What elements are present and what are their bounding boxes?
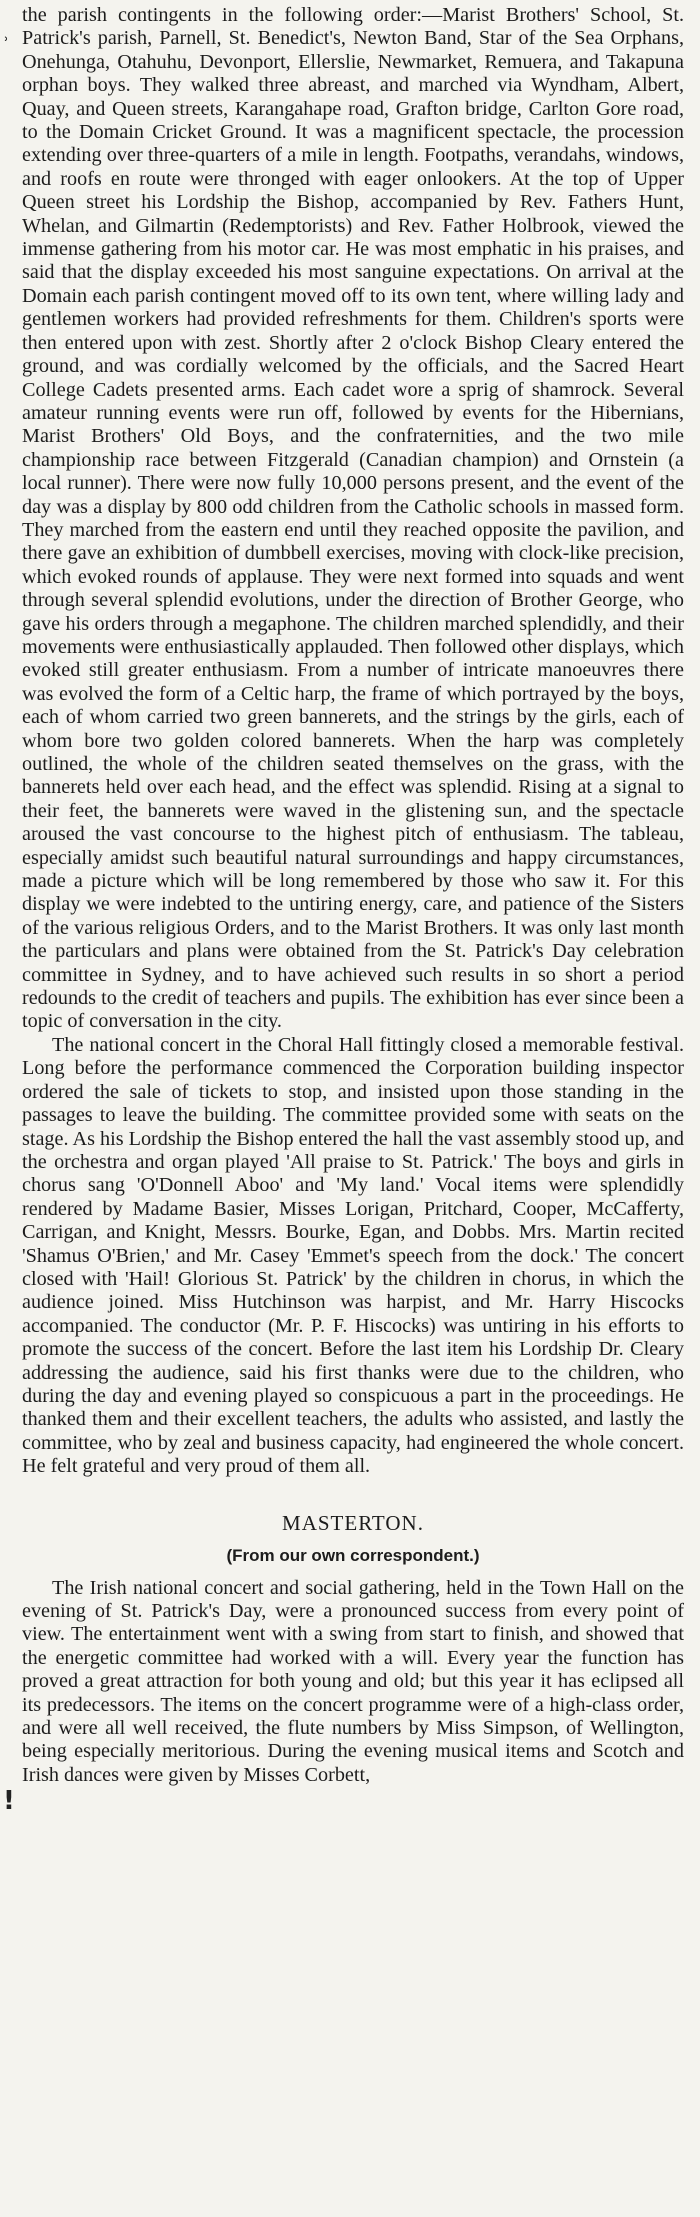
section-heading: MASTERTON. (282, 1510, 424, 1535)
article-paragraph-concert: The national concert in the Choral Hall fittingly closed a memorable festival. Long before the performance commenced the Corporation building inspector ordered the sale of tickets to stop, and insisted upon those standing in the passages to leave the building. The committee provided some with seats on the stage. As his Lordship the Bishop entered the hall the vast assembly stood up, and the orchestra and organ played 'All praise to St. Patrick.' The boys and girls in chorus sang 'O'Donnell Aboo' and 'My land.' Vocal items were splendidly rendered by Madame Basier, Misses Lorigan, Pritchard, Cooper, McCafferty, Carrigan, and Knight, Messrs. Bourke, Egan, and Dobbs. Mrs. Martin recited 'Shamus O'Brien,' and Mr. Casey 'Emmet's speech from the dock.' The concert closed with 'Hail! Glorious St. Patrick' by the children in chorus, in which the audience joined. Miss Hutchinson was harpist, and Mr. Harry Hiscocks accompanied. The conductor (Mr. P. F. Hiscocks) was untiring in his efforts to promote the success of the concert. Before the last item his Lordship Dr. Cleary addressing the audience, said his first thanks were due to the children, who during the day and evening played so conspicuous a part in the proceedings. He thanked them and their excellent teachers, the adults who assisted, and lastly the committee, who by zeal and business capacity, had engineered the whole concert. He felt grateful and very proud of them all. (22, 1033, 684, 1478)
article-paragraph-procession: the parish contingents in the following order:—Marist Brothers' School, St. Patrick's parish, Parnell, St. Benedict's, Newton Band, Star of the Sea Orphans, Onehunga, Otahuhu, Devonport, Ellerslie, Newmarket, Remuera, and Takapuna orphan boys. They walked three abreast, and marched via Wyndham, Albert, Quay, and Queen streets, Karangahape road, Grafton bridge, Carlton Gore road, to the Domain Cricket Ground. It was a magnificent spectacle, the procession extending over three-quarters of a mile in length. Footpaths, verandahs, windows, and roofs en route were thronged with eager onlookers. At the top of Upper Queen street his Lordship the Bishop, accompanied by Rev. Fathers Hunt, Whelan, and Gilmartin (Redemptorists) and Rev. Father Holbrook, viewed the immense gathering from his motor car. He was most emphatic in his praises, and said that the display exceeded his most sanguine expectations. On arrival at the Domain each parish contingent moved off to its own tent, where willing lady and gentlemen workers had provided refreshments for them. Children's sports were then entered upon with zest. Shortly after 2 o'clock Bishop Cleary entered the ground, and was cordially welcomed by the officials, and the Sacred Heart College Cadets presented arms. Each cadet wore a sprig of shamrock. Several amateur running events were run off, followed by events for the Hibernians, Marist Brothers' Old Boys, and the confraternities, and the two mile championship race between Fitzgerald (Canadian champion) and Ornstein (a local runner). There were now fully 10,000 persons present, and the event of the day was a display by 800 odd children from the Catholic schools in massed form. They marched from the eastern end until they reached opposite the pavilion, and there gave an exhibition of dumbbell exercises, moving with clock-like precision, which evoked rounds of applause. They were next formed into squads and went through several splendid evolutions, under the direction of Brother George, who gave his orders through a megaphone. The children marched splendidly, and their movements were enthusiastically applauded. Then followed other displays, which evoked still greater enthusiasm. From a number of intricate manoeuvres there was evolved the form of a Celtic harp, the frame of which portrayed by the boys, each of whom carried two green bannerets, and the strings by the girls, each of whom bore two golden colored bannerets. When the harp was completely outlined, the whole of the children seated themselves on the grass, with the bannerets held over each head, and the effect was splendid. Rising at a signal to their feet, the bannerets were waved in the glistening sun, and the spectacle aroused the vast concourse to the highest pitch of enthusiasm. The tableau, especially amidst such beautiful natural surroundings and happy circumstances, made a picture which will be long remembered by those who saw it. For this display we were indebted to the untiring energy, care, and patience of the Sisters of the various religious Orders, and to the Marist Brothers. It was only last month the particulars and plans were obtained from the St. Patrick's Day celebration committee in Sydney, and to have achieved such results in so short a period redounds to the credit of teachers and pupils. The exhibition has ever since been a topic of conversation in the city. (22, 4, 684, 1033)
section-paragraph-masterton: The Irish national concert and social gathering, held in the Town Hall on the evening of St. Patrick's Day, were a pronounced success from every point of view. The entertainment went with a swing from start to finish, and showed that the energetic committee had worked with a will. Every year the function has proved a great attraction for both young and old; but this year it has eclipsed all its predecessors. The items on the concert programme were of a high-class order, and were all well received, the flute numbers by Miss Simpson, of Wellington, being especially meritorious. During the evening musical items and Scotch and Irish dances were given by Misses Corbett, (22, 1576, 684, 1786)
margin-mark-top: ˒ (4, 30, 9, 49)
newspaper-column (22, 4, 684, 1787)
section-subheading: (From our own correspondent.) (226, 1545, 480, 1565)
margin-mark-bottom: ! (3, 1786, 15, 1816)
